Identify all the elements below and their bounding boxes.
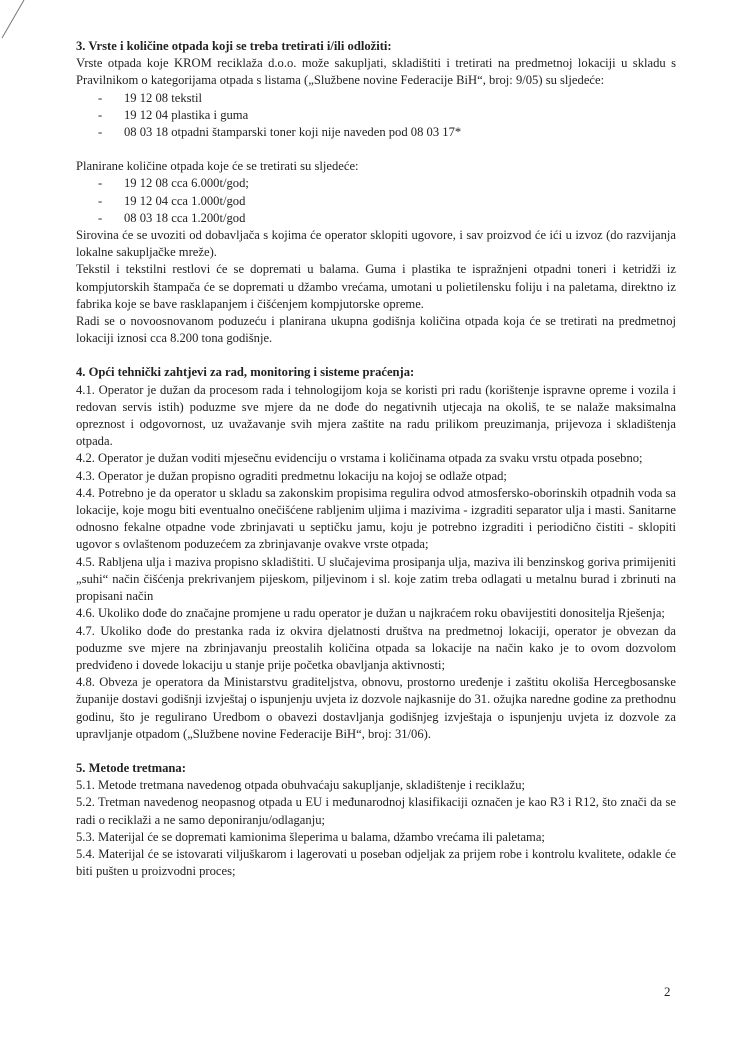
section-5-item: 5.4. Materijal će se istovarati viljuškarom i lagerovati u poseban odjeljak za prijem robe i kontrolu kvalitete, odakle će biti pušten u proizvodni proces; (76, 846, 676, 879)
quantities-intro: Planirane količine otpada koje će se tretirati su sljedeće: (76, 159, 359, 174)
section-4-item: 4.6. Ukoliko dođe do značajne promjene u radu operator je dužan u najkraćem roku obavijestiti donositelja Rješenja; (76, 606, 665, 621)
list-item: - 08 03 18 cca 1.200t/god (98, 210, 676, 227)
corner-scan-mark (0, 0, 30, 40)
section-3-heading: 3. Vrste i količine otpada koji se treba tretirati i/ili odložiti: (76, 39, 392, 53)
section-5-item: 5.2. Tretman navedenog neopasnog otpada u EU i međunarodnoj klasifikaciji označen je kao R3 i R12, što znači da se radi o reciklaži a ne samo deponiranju/odlaganju; (76, 795, 676, 827)
section-5-item: 5.1. Metode tretmana navedenog otpada obuhvaćaju sakupljanje, skladištenje i reciklažu; (76, 778, 526, 793)
section-5 (76, 760, 676, 880)
section-3-paragraph: Tekstil i tekstilni restlovi će se dopremati u balama. Guma i plastika te ispražnjeni otpadni toneri i ketridži iz kompjutorskih štampača će se dopremati u džambo vrećama, umotani u polietilensku foliju i na paletama, direktno iz fabrika koje se bave rasklapanjem i čišćenjem kompjutorske opreme. (76, 262, 676, 311)
section-4-item: 4.3. Operator je dužan propisno ograditi predmetnu lokaciju na kojoj se odlaže otpad; (76, 468, 507, 483)
section-3-paragraph: Sirovina će se uvoziti od dobavljača s kojima će operator sklopiti ugovore, i sav proizvod će ići u izvoz (do razvijanja lokalne sakupljačke mreže). (76, 228, 676, 260)
list-item: - 08 03 18 otpadni štamparski toner koji nije naveden pod 08 03 17* (98, 124, 676, 141)
section-4 (76, 364, 676, 742)
section-4-item: 4.4. Potrebno je da operator u skladu sa zakonskim propisima regulira odvod atmosfersko-oborinskih otpadnih voda sa lokacije, koje mogu biti eventualno onečišćene rabljenim uljima i mazivima - izgraditi separator ulja i masti. Sanitarne odnosno fekalne otpadne vode zbrinjavati u septičku jamu, koju je potrebno izgraditi i periodično čistiti - sklopiti ugovor s ovlaštenom poduzećem za zbrinjavanje ovakve vrste otpada; (76, 485, 676, 552)
section-5-item: 5.3. Materijal će se dopremati kamionima šleperima u balama, džambo vrećama ili paletama; (76, 829, 545, 844)
section-4-item: 4.5. Rabljena ulja i maziva propisno skladištiti. U slučajevima prosipanja ulja, maziva ili benzinskog goriva primijeniti „suhi“ način čišćenja prekrivanjem pijeskom, piljevinom i sl. koje zatim treba odlagati u metalnu burad i zbrinuti na propisani način (76, 554, 676, 604)
waste-types-list (76, 90, 676, 142)
section-5-heading: 5. Metode tretmana: (76, 760, 186, 775)
section-3 (76, 38, 676, 347)
page-number: 2 (664, 984, 671, 999)
section-4-heading: 4. Opći tehnički zahtjevi za rad, monitoring i sisteme praćenja: (76, 365, 415, 380)
list-item: - 19 12 04 plastika i guma (98, 107, 676, 124)
section-3-paragraph: Radi se o novoosnovanom poduzeću i planirana ukupna godišnja količina otpada koja će se tretirati na predmetnoj lokaciji iznosi cca 8.200 tona godišnje. (76, 314, 676, 346)
list-item: - 19 12 08 cca 6.000t/god; (98, 175, 676, 192)
quantities-list (76, 175, 676, 227)
section-4-item: 4.2. Operator je dužan voditi mjesečnu evidenciju o vrstama i količinama otpada za svaku vrstu otpada posebno; (76, 451, 643, 466)
document-page (76, 38, 676, 880)
section-4-item: 4.1. Operator je dužan da procesom rada i tehnologijom koja se koristi pri radu (korištenje ispravne opreme i vozila i redovan servis istih) poduzme sve mjere da ne dođe do negativnih utjecaja na okoliš, te se nalaže maksimalna opreznost i odgovornost, uz uvažavanje svih mjera zaštite na radu prilikom preuzimanja, prijevoza i skladištenja otpada. (76, 382, 676, 449)
list-item: - 19 12 08 tekstil (98, 90, 676, 107)
list-item: - 19 12 04 cca 1.000t/god (98, 193, 676, 210)
section-4-item: 4.8. Obveza je operatora da Ministarstvu graditeljstva, obnovu, prostorno uređenje i zaštitu okoliša Hercegbosanske županije dostavi godišnji izvještaj o ispunjenju uvjeta iz dozvole najkasnije do 31. ožujka naredne godine za prethodnu godinu, što je regulirano Uredbom o obavezi dostavljanja godišnjeg izvještaja o ispunjenju uvjeta iz dozvole za upravljanje otpadom („Službene novine Federacije BiH“, broj: 31/06). (76, 675, 676, 741)
section-3-intro: Vrste otpada koje KROM reciklaža d.o.o. može sakupljati, skladištiti i tretirati na predmetnoj lokaciji u skladu s Pravilnikom o kategorijama otpada s listama („Službene novine Federacije BiH“, broj: 9/05) su sljedeće: (76, 56, 676, 88)
section-4-item: 4.7. Ukoliko dođe do prestanka rada iz okvira djelatnosti društva na predmetnoj lokaciji, operator je obvezan da poduzme sve mjere na zbrinjavanju preostalih količina otpada sa lokacije na način kako je to ovom dozvolom predviđeno i dovede lokaciju u stanje prije početka obavljanja aktivnosti; (76, 623, 676, 672)
